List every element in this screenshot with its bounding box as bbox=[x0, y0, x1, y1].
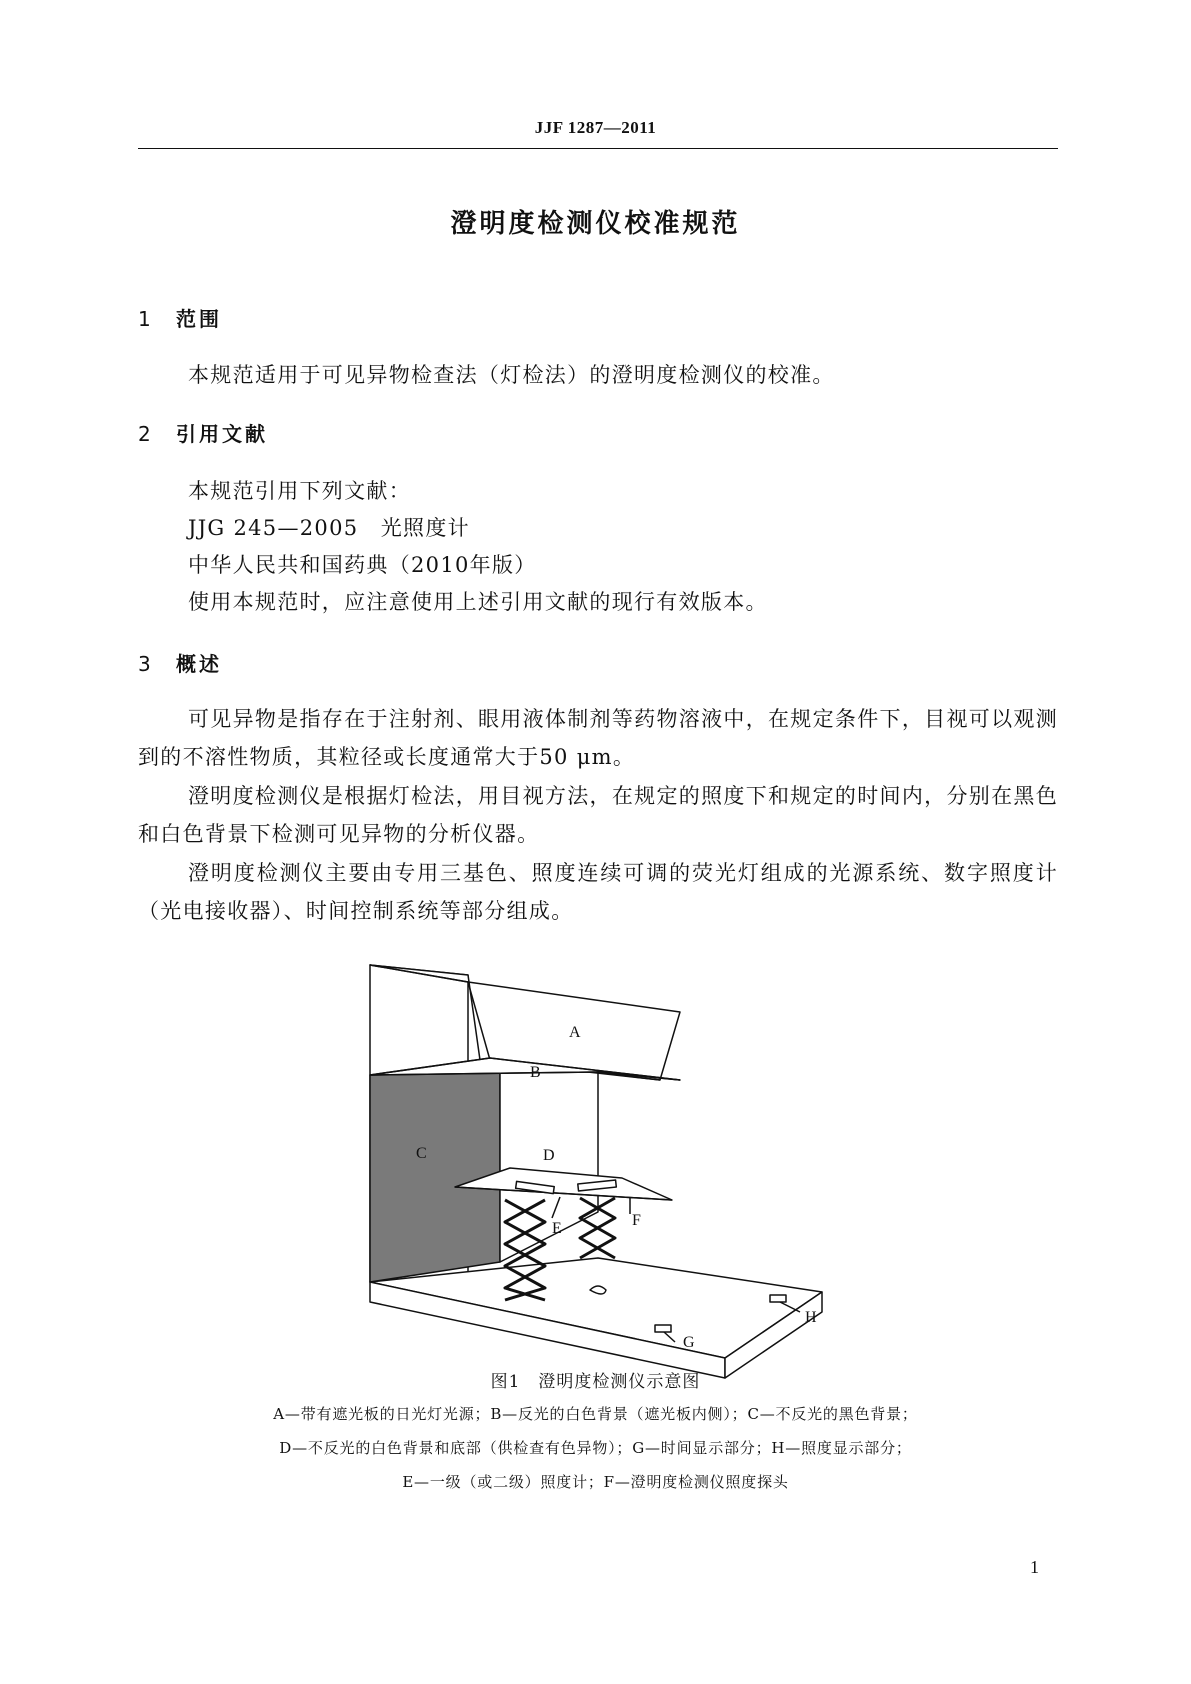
references-note: 使用本规范时，应注意使用上述引用文献的现行有效版本。 bbox=[188, 590, 768, 614]
section-number: 2 bbox=[138, 422, 151, 446]
document-code: JJF 1287—2011 bbox=[534, 118, 657, 137]
section-number: 3 bbox=[138, 652, 151, 676]
label-a: A bbox=[569, 1024, 581, 1041]
reference-item: 中华人民共和国药典（2010年版） bbox=[188, 553, 537, 577]
black-background-c bbox=[370, 1072, 500, 1282]
overview-paragraph-1: 可见异物是指存在于注射剂、眼用液体制剂等药物溶液中，在规定条件下，目视可以观测到的不溶性物质，其粒径或长度通常大于50 μm。 bbox=[138, 707, 1058, 769]
reference-item: JJG 245—2005 光照度计 bbox=[188, 516, 470, 540]
time-display-g bbox=[655, 1325, 671, 1332]
figure-legend-line: A—带有遮光板的日光灯光源；B—反光的白色背景（遮光板内侧）；C—不反光的黑色背景； bbox=[273, 1405, 918, 1423]
white-background-d bbox=[500, 1070, 598, 1262]
overview-paragraph-3: 澄明度检测仪主要由专用三基色、照度连续可调的荧光灯组成的光源系统、数字照度计（光电接收器）、时间控制系统等部分组成。 bbox=[138, 861, 1058, 923]
figure-legend-line: D—不反光的白色背景和底部（供检查有色异物）；G—时间显示部分；H—照度显示部分； bbox=[279, 1439, 912, 1457]
section-label: 范围 bbox=[176, 307, 222, 331]
references-intro: 本规范引用下列文献： bbox=[188, 479, 411, 503]
section-label: 概述 bbox=[176, 652, 222, 676]
section-number: 1 bbox=[138, 307, 151, 331]
label-d: D bbox=[543, 1147, 555, 1164]
label-b: B bbox=[530, 1064, 541, 1081]
label-h: H bbox=[805, 1309, 817, 1326]
illuminance-display-h bbox=[770, 1295, 786, 1302]
page-title: 澄明度检测仪校准规范 bbox=[450, 209, 741, 239]
figure-caption: 图1 澄明度检测仪示意图 bbox=[490, 1372, 701, 1392]
page-number: 1 bbox=[1030, 1557, 1039, 1577]
label-f: F bbox=[632, 1212, 641, 1229]
label-c: C bbox=[416, 1145, 427, 1162]
section-label: 引用文献 bbox=[176, 422, 268, 446]
label-g: G bbox=[683, 1334, 695, 1351]
scope-paragraph: 本规范适用于可见异物检查法（灯检法）的澄明度检测仪的校准。 bbox=[188, 363, 835, 387]
figure-legend-line: E—一级（或二级）照度计；F—澄明度检测仪照度探头 bbox=[402, 1473, 789, 1491]
overview-paragraph-2: 澄明度检测仪是根据灯检法，用目视方法，在规定的照度下和规定的时间内，分别在黑色和白色背景下检测可见异物的分析仪器。 bbox=[138, 784, 1058, 846]
label-e: E bbox=[552, 1220, 562, 1237]
